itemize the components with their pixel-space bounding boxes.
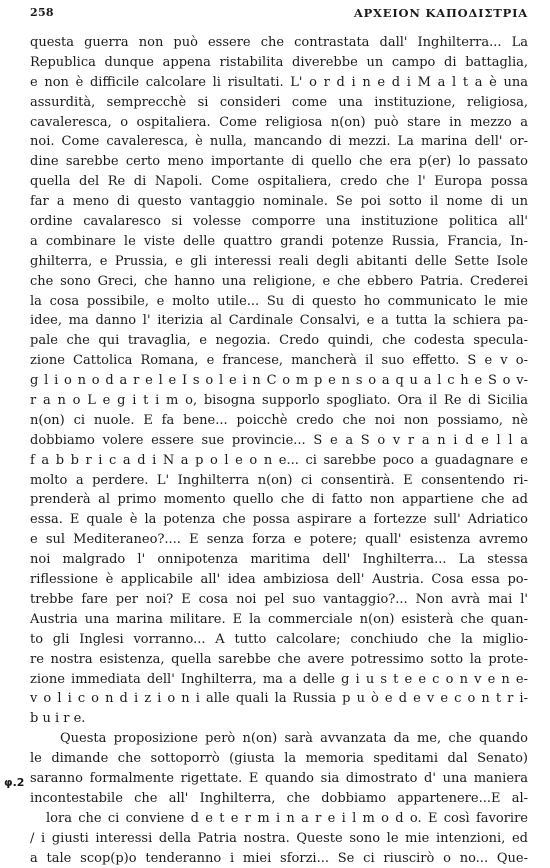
text-line: g l i o n o d a r e l e I s o l e i n C o m p e n s o a q u a l c h e S o v- — [30, 373, 528, 389]
text-line: Questa proposizione però n(on) sarà avvanzata da me, che quando — [60, 731, 528, 747]
text-line: trebbe fare per noi? E cosa noi pel suo vantaggio?... Non avrà mai l' — [30, 591, 528, 607]
text-line: essa. E quale è la potenza che possa aspirare a fortezze sull' Adriatico — [30, 512, 528, 528]
text-line: le dimande che sottoporrò (giusta la memoria speditami dal Senato) — [30, 751, 528, 767]
margin-note: φ.2 — [4, 776, 25, 789]
text-line: re nostra esistenza, quella sarebbe che avere potressimo sotto la prote- — [30, 651, 528, 667]
text-line: a tale scop(p)o tenderanno i miei sforzi... Se ci riuscirò o no... Que- — [30, 850, 528, 866]
text-line: assurdità, semprecchè si consideri come una instituzione, religiosa, — [30, 94, 528, 110]
text-line: saranno formalmente rigettate. E quando sia dimostrato d' una maniera — [30, 770, 528, 786]
page-number: 258 — [30, 6, 54, 19]
text-line: Austria una marina militare. E la commerciale n(on) esisterà che quan- — [30, 611, 528, 627]
text-line: quella del Re di Napoli. Come ospitaliera, credo che l' Europa possa — [30, 174, 528, 190]
text-line: ghilterra, e Prussia, e gli interessi reali degli abitanti delle Sette Isole — [30, 253, 528, 269]
text-line: lora che ci conviene d e t e r m i n a r e i l m o d o. E così favorire — [46, 810, 528, 826]
text-line: incontestabile che all' Inghilterra, che dobbiamo appartenere...E al- — [30, 790, 528, 806]
text-line: questa guerra non può essere che contrastata dall' Inghilterra... La — [30, 35, 528, 50]
text-line: prenderà al primo momento quello che di fatto non appartiene che ad — [30, 492, 528, 508]
body-text — [30, 33, 528, 868]
text-line: / i giusti interessi della Patria nostra. Queste sono le mie intenzioni, ed — [30, 830, 528, 846]
text-line: a combinare le viste delle quattro grandi potenze Russia, Francia, In- — [30, 233, 528, 249]
text-line: cavaleresca, o ospitaliera. Come religiosa n(on) può stare in mezzo a — [30, 114, 528, 130]
text-line: r a n o L e g i t i m o, bisogna supporlo spogliato. Ora il Re di Sicilia — [30, 393, 528, 409]
page-header — [30, 6, 528, 26]
text-line: Republica dunque appena ristabilita diverebbe un campo di battaglia, — [30, 54, 528, 70]
text-line: v o l i c o n d i z i o n i alle quali la Russia p u ò e d e v e c o n t r i- — [30, 691, 528, 707]
text-line: ordine cavalaresco si volesse comporre una instituzione politica all' — [30, 214, 528, 230]
running-head: ΑΡΧΕΙΟΝ ΚΑΠΟΔΙΣΤΡΙΑ — [353, 6, 528, 20]
text-line: molto a perdere. L' Inghilterra n(on) ci consentirà. E consentendo ri- — [30, 472, 528, 488]
text-line: noi. Come cavaleresca, è nulla, mancando di mezzi. La marina dell' or- — [30, 134, 528, 150]
text-line: e non è difficile calcolare li risultati. L' o r d i n e d i M a l t a è una — [30, 74, 528, 90]
text-line: pale che qui travaglia, e negozia. Credo quindi, che codesta specula- — [30, 333, 528, 349]
text-line: dobbiamo volere essere sue provincie... S e a S o v r a n i d e l l a — [30, 432, 528, 448]
text-line: noi malgrado l' onnipotenza maritima dell' Inghilterra... La stessa — [30, 552, 528, 568]
text-line: zione Cattolica Romana, e francese, mancherà il suo effetto. S e v o- — [30, 353, 528, 369]
text-line: far a meno di questo vantaggio nominale. Se poi sotto il nome di un — [30, 194, 528, 210]
text-line: dine sarebbe certo meno importante di quello che era p(er) lo passato — [30, 154, 528, 170]
text-line: e sul Mediteraneo?.... E senza forza e potere; quall' esistenza avremo — [30, 532, 528, 548]
text-line: idee, ma danno l' iterizia al Cardinale Consalvi, e a tutta la schiera pa- — [30, 313, 528, 329]
text-line: n(on) ci nuole. E fa bene... poicchè credo che noi non possiamo, nè — [30, 412, 528, 428]
text-line: zione immediata dell' Inghilterra, ma a delle g i u s t e e c o n v e n e- — [30, 671, 528, 687]
text-line: to gli Inglesi vorranno... A tutto calcolare; conchiudo che la miglio- — [30, 631, 528, 647]
text-line: riflessione è applicabile all' idea ambiziosa dell' Austria. Cosa essa po- — [30, 572, 528, 588]
text-line: che sono Greci, che hanno una religione, e che ebbero Patria. Crederei — [30, 273, 528, 289]
text-line: la cosa possibile, e molto utile... Su di questo ho communicato le mie — [30, 293, 528, 309]
text-line: b u i r e. — [30, 711, 86, 727]
text-line: f a b b r i c a d i N a p o l e o n e... ci sarebbe poco a guadagnare e — [30, 452, 528, 468]
